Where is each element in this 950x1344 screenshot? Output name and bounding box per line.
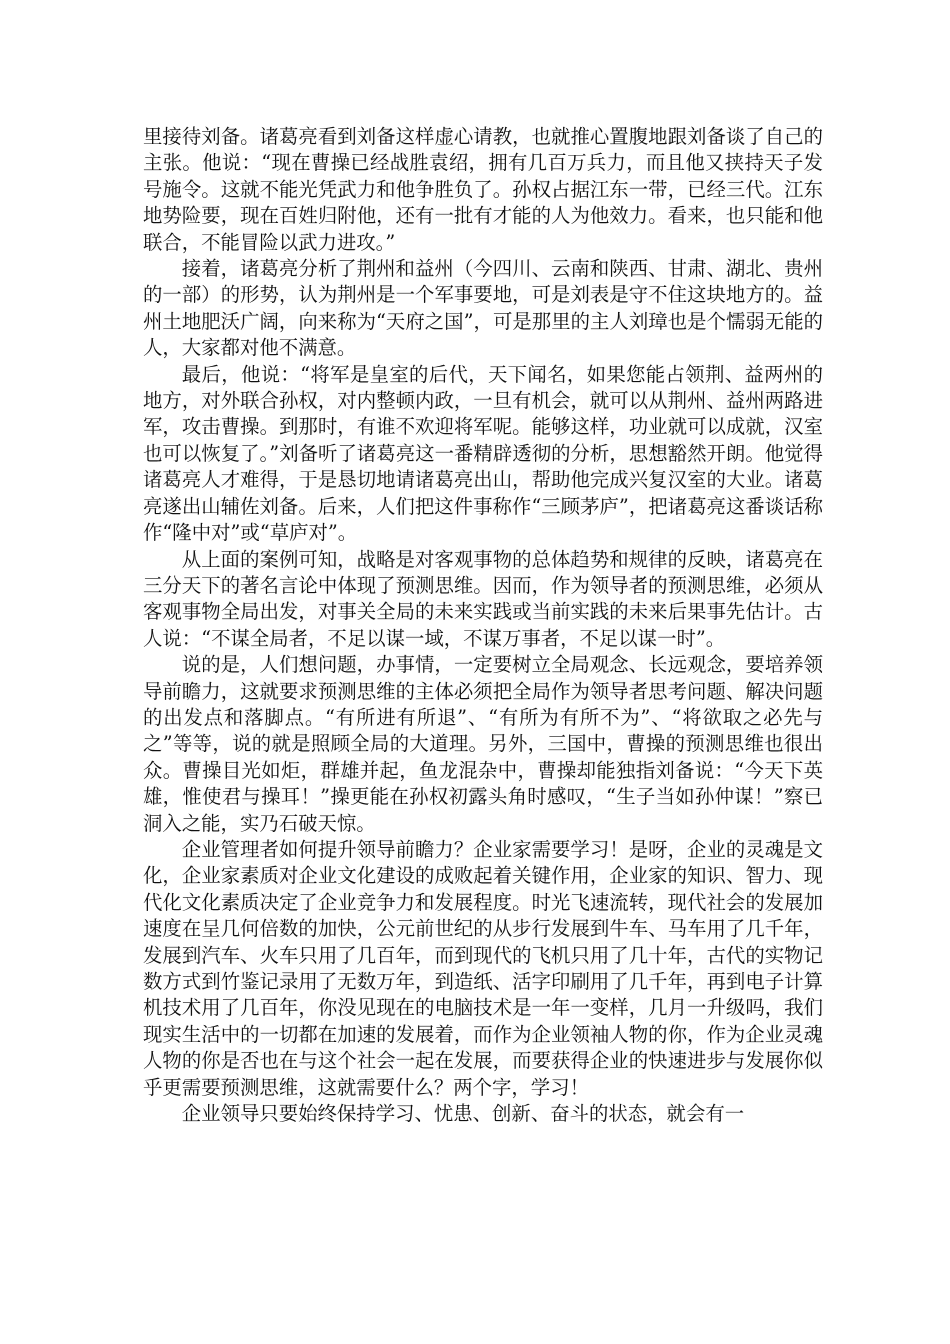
paragraph-2: 接着，诸葛亮分析了荆州和益州（今四川、云南和陕西、甘肃、湖北、贵州的一部）的形势，认为荆州是一个军事要地，可是刘表是守不住这块地方的。益州土地肥沃广阔，向来称为“天府之国”，可是那里的主人刘璋也是个懦弱无能的人，大家都对他不满意。	[143, 257, 823, 360]
paragraph-7: 企业领导只要始终保持学习、忧患、创新、奋斗的状态，就会有一	[181, 1102, 745, 1126]
document-page	[143, 124, 823, 1127]
paragraph-6: 企业管理者如何提升领导前瞻力？企业家需要学习！是呀，企业的灵魂是文化，企业家素质对企业文化建设的成败起着关键作用，企业家的知识、智力、现代化文化素质决定了企业竞争力和发展程度。时光飞速流转，现代社会的发展加速度在呈几何倍数的加快，公元前世纪的从步行发展到牛车、马车用了几千年，发展到汽车、火车只用了几百年，而到现代的飞机只用了几十年，古代的实物记数方式到竹鉴记录用了无数万年，到造纸、活字印刷用了几千年，再到电子计算机技术用了几百年，你没见现在的电脑技术是一年一变样，几月一升级吗，我们现实生活中的一切都在加速的发展着，而作为企业领袖人物的你，作为企业灵魂人物的你是否也在与这个社会一起在发展，而要获得企业的快速进步与发展你似乎更需要预测思维，这就需要什么？两个字，学习！	[143, 837, 823, 1099]
paragraph-4: 从上面的案例可知，战略是对客观事物的总体趋势和规律的反映，诸葛亮在三分天下的著名言论中体现了预测思维。因而，作为领导者的预测思维，必须从客观事物全局出发，对事关全局的未来实践或当前实践的未来后果事先估计。古人说：“不谋全局者，不足以谋一域，不谋万事者，不足以谋一时”。	[143, 547, 823, 650]
paragraph-1: 里接待刘备。诸葛亮看到刘备这样虚心请教，也就推心置腹地跟刘备谈了自己的主张。他说：“现在曹操已经战胜袁绍，拥有几百万兵力，而且他又挟持天子发号施令。这就不能光凭武力和他争胜负了。孙权占据江东一带，已经三代。江东地势险要，现在百姓归附他，还有一批有才能的人为他效力。看来，也只能和他联合，不能冒险以武力进攻。”	[143, 125, 823, 254]
paragraph-5: 说的是，人们想问题，办事情，一定要树立全局观念、长远观念，要培养领导前瞻力，这就要求预测思维的主体必须把全局作为领导者思考问题、解决问题的出发点和落脚点。“有所进有所退”、“有所为有所不为”、“将欲取之必先与之”等等，说的就是照顾全局的大道理。另外，三国中，曹操的预测思维也很出众。曹操目光如炬，群雄并起，鱼龙混杂中，曹操却能独指刘备说：“今天下英雄，惟使君与操耳！”操更能在孙权初露头角时感叹，“生子当如孙仲谋！”察已洞入之能，实乃石破天惊。	[143, 653, 823, 835]
paragraph-3: 最后，他说：“将军是皇室的后代，天下闻名，如果您能占领荆、益两州的地方，对外联合孙权，对内整顿内政，一旦有机会，就可以从荆州、益州两路进军，攻击曹操。到那时，有谁不欢迎将军呢。能够这样，功业就可以成就，汉室也可以恢复了。”刘备听了诸葛亮这一番精辟透彻的分析，思想豁然开朗。他觉得诸葛亮人才难得，于是恳切地请诸葛亮出山，帮助他完成兴复汉室的大业。诸葛亮遂出山辅佐刘备。后来，人们把这件事称作“三顾茅庐”，把诸葛亮这番谈话称作“隆中对”或“草庐对”。	[143, 362, 823, 545]
